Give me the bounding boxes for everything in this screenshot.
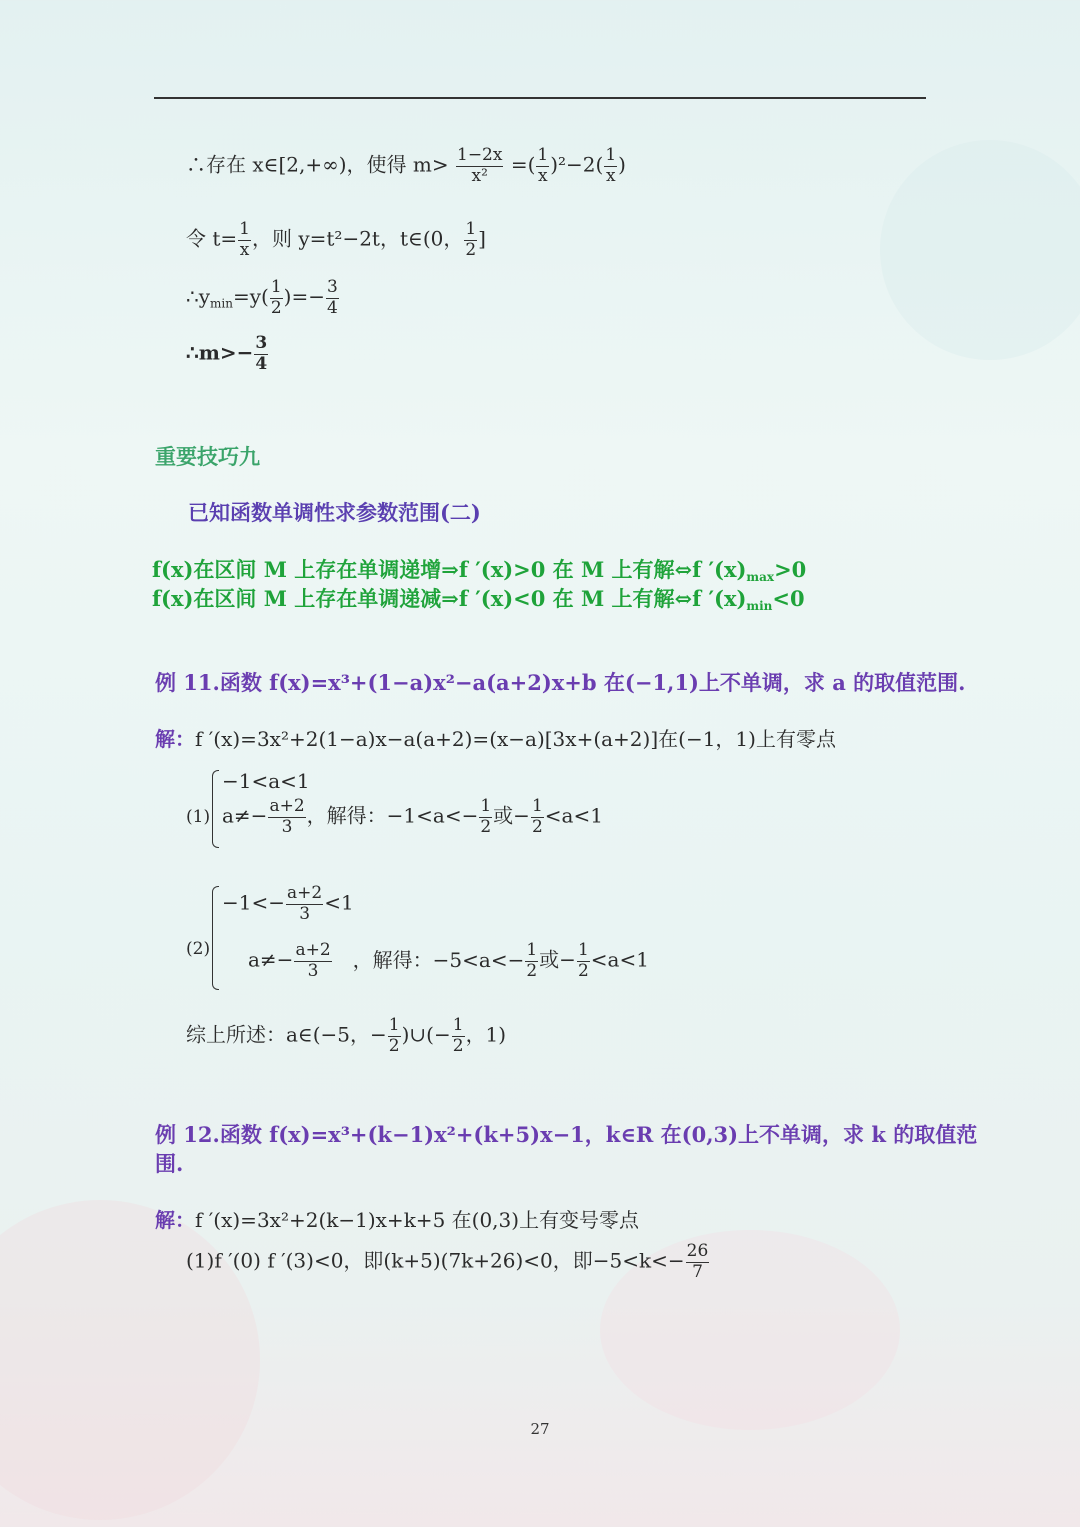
text: ∴y <box>186 284 211 309</box>
fraction <box>604 146 617 186</box>
denominator: 2 <box>531 816 543 837</box>
text: ，则 y=t²−2t，t∈(0， <box>251 226 464 251</box>
example-12-title-line-1: 例 12.函数 f(x)=x³+(k−1)x²+(k+5)x−1，k∈R 在(0,3)上不单调，求 k 的取值范 <box>155 1122 978 1147</box>
denominator: 4 <box>255 353 268 374</box>
example-12-title-line-2: 围. <box>155 1151 184 1176</box>
subscript: min <box>746 599 773 613</box>
numerator: 1 <box>537 145 549 165</box>
fraction <box>464 220 477 260</box>
case-2-brace <box>212 886 219 990</box>
numerator: 1 <box>526 940 538 960</box>
denominator: x <box>239 239 250 260</box>
proof-line-1 <box>186 146 626 186</box>
text: <a<1 <box>590 947 649 972</box>
text: =( <box>510 152 536 177</box>
text: <0 <box>772 586 805 611</box>
subscript: max <box>746 570 775 584</box>
denominator: x² <box>471 165 488 186</box>
fraction <box>531 797 544 837</box>
numerator: 1 <box>465 219 477 239</box>
numerator: 1 <box>577 940 589 960</box>
denominator: 2 <box>388 1035 400 1056</box>
rule-decreasing <box>152 588 805 612</box>
proof-line-3 <box>186 278 340 318</box>
case-1-label: (1) <box>186 807 211 827</box>
solution-label: 解： <box>155 727 195 751</box>
text: 综上所述：a∈(−5，− <box>186 1022 387 1047</box>
text: ，解得：−5<a<− <box>352 947 525 972</box>
text: (1)f ′(0) f ′(3)<0，即(k+5)(7k+26)<0，即−5<k<− <box>186 1248 685 1273</box>
numerator: 3 <box>327 277 338 297</box>
numerator: a+2 <box>269 796 305 816</box>
denominator: 2 <box>526 960 538 981</box>
text: )²−2( <box>550 152 604 177</box>
text: ，解得：−1<a<− <box>306 803 479 828</box>
text: 令 t= <box>186 226 238 251</box>
denominator: 2 <box>480 816 492 837</box>
text: f(x)在区间 M 上存在单调递增⇒f ′(x)>0 在 M 上有解⇔f ′(x) <box>152 557 747 582</box>
text: −1<− <box>222 890 285 915</box>
numerator: 1 <box>270 277 282 297</box>
denominator: 2 <box>452 1035 464 1056</box>
numerator: 1−2x <box>457 145 503 165</box>
denominator: 2 <box>270 297 282 318</box>
fraction <box>479 797 492 837</box>
text: ] <box>478 226 486 251</box>
subscript: min <box>210 296 233 311</box>
fraction <box>525 941 538 981</box>
numerator: 1 <box>239 219 250 239</box>
numerator: 1 <box>531 796 543 816</box>
text: <1 <box>324 890 354 915</box>
text: f ′(x)=3x²+2(k−1)x+k+5 在(0,3)上有变号零点 <box>195 1208 640 1232</box>
denominator: 2 <box>465 239 477 260</box>
background-decoration <box>880 140 1080 360</box>
text: a≠− <box>248 947 294 972</box>
text: f ′(x)=3x²+2(1−a)x−a(a+2)=(x−a)[3x+(a+2)]在(−1，1)上有零点 <box>195 727 836 751</box>
fraction <box>686 1242 710 1282</box>
example-12-case-1 <box>186 1242 710 1282</box>
proof-line-2 <box>186 220 486 260</box>
case-2-row-2 <box>248 941 649 981</box>
text: )∪(− <box>401 1022 451 1047</box>
example-11-title: 例 11.函数 f(x)=x³+(1−a)x²−a(a+2)x+b 在(−1,1)上不单调，求 a 的取值范围. <box>155 670 966 695</box>
case-1-row-2 <box>222 797 603 837</box>
denominator: x <box>538 165 548 186</box>
numerator: 1 <box>605 145 617 165</box>
text: −1<a<1 <box>222 769 310 793</box>
rule-increasing <box>152 559 806 583</box>
denominator: 3 <box>281 816 293 837</box>
text: =y( <box>232 284 269 309</box>
text: ) <box>618 152 626 177</box>
text: 或− <box>539 947 576 972</box>
fraction <box>268 797 305 837</box>
denominator: 4 <box>327 297 338 318</box>
case-1-row-1 <box>222 771 310 791</box>
case-2-label: (2) <box>186 939 211 959</box>
text: <a<1 <box>544 803 603 828</box>
text: a≠− <box>222 803 268 828</box>
fraction <box>286 884 323 924</box>
fraction <box>577 941 590 981</box>
header-rule <box>154 97 926 99</box>
denominator: 3 <box>307 960 319 981</box>
example-11-summary <box>186 1016 506 1056</box>
fraction <box>536 146 549 186</box>
denominator: 7 <box>692 1261 703 1282</box>
text: f(x)在区间 M 上存在单调递减⇒f ′(x)<0 在 M 上有解⇔f ′(x) <box>152 586 747 611</box>
fraction <box>294 941 331 981</box>
numerator: 1 <box>388 1015 400 1035</box>
topic-heading: 已知函数单调性求参数范围(二) <box>188 500 481 525</box>
fraction <box>254 334 268 374</box>
technique-heading: 重要技巧九 <box>155 444 260 469</box>
fraction <box>456 146 503 186</box>
text: ，1) <box>465 1022 507 1047</box>
fraction <box>326 278 339 318</box>
numerator: 3 <box>255 333 268 353</box>
text: >0 <box>774 557 807 582</box>
case-1-brace <box>212 770 219 848</box>
solution-label: 解： <box>155 1208 195 1232</box>
numerator: 1 <box>480 796 492 816</box>
text: 或− <box>493 803 530 828</box>
denominator: 3 <box>299 903 311 924</box>
denominator: x <box>605 165 616 186</box>
numerator: a+2 <box>287 883 323 903</box>
text: ∴m>− <box>186 340 254 365</box>
fraction <box>388 1016 401 1056</box>
fraction <box>238 220 251 260</box>
numerator: 1 <box>452 1015 464 1035</box>
proof-line-4 <box>186 334 269 374</box>
text: )=− <box>283 284 325 309</box>
denominator: 2 <box>577 960 589 981</box>
example-11-solution <box>155 729 836 749</box>
text: ∴存在 x∈[2,+∞)，使得 m> <box>186 152 449 177</box>
numerator: 26 <box>686 1241 709 1261</box>
numerator: a+2 <box>295 940 331 960</box>
example-12-solution <box>155 1210 639 1230</box>
fraction <box>452 1016 465 1056</box>
case-2-row-1 <box>222 884 354 924</box>
page-number: 27 <box>530 1420 550 1438</box>
fraction <box>270 278 283 318</box>
